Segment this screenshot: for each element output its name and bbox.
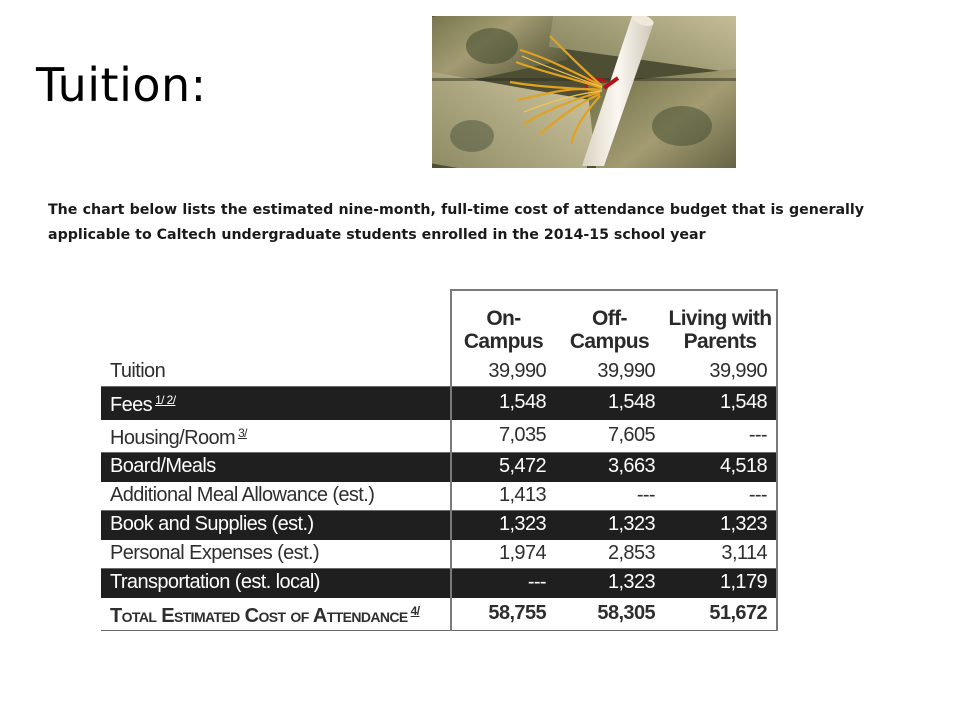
row-label [101,386,451,419]
diploma-money-photo [432,16,736,168]
cell-value: 5,472 [451,452,555,481]
column-header-off-campus: Off-Campus [555,290,664,357]
cell-value: 58,305 [555,597,664,630]
row-label-text: Housing/Room [110,426,236,449]
cell-value: 3,114 [664,539,777,568]
cell-value: 1,179 [664,568,777,597]
cell-value: --- [451,568,555,597]
row-label [101,597,451,630]
cell-value: 2,853 [555,539,664,568]
row-label-text: Transportation (est. local) [110,571,320,593]
cell-value: --- [555,481,664,510]
cell-value: 1,974 [451,539,555,568]
row-label-text: Board/Meals [110,455,216,477]
header-spacer [101,290,451,357]
row-label [101,568,451,597]
row-label-text: Additional Meal Allowance (est.) [110,484,375,506]
row-label [101,357,451,386]
row-label [101,481,451,510]
row-label [101,510,451,539]
row-label [101,419,451,452]
table-row [101,597,777,630]
row-label-text: Fees [110,393,153,416]
cell-value: 3,663 [555,452,664,481]
table-row [101,419,777,452]
cell-value: 1,548 [664,386,777,419]
cell-value: 7,035 [451,419,555,452]
table-row [101,510,777,539]
column-header-on-campus: On-Campus [451,290,555,357]
row-label [101,539,451,568]
table-row [101,539,777,568]
cell-value: 7,605 [555,419,664,452]
cell-value: 1,323 [555,510,664,539]
table-row [101,452,777,481]
cell-value: 4,518 [664,452,777,481]
cell-value: 1,323 [555,568,664,597]
footnote-marker: 1/ 2/ [155,392,176,407]
table-row [101,568,777,597]
slide-title: Tuition: [36,58,207,112]
cost-of-attendance-table [101,289,778,631]
column-header-living-with-parents: Living with Parents [664,290,777,357]
row-label-text: Total Estimated Cost of Attendance [110,604,408,627]
cell-value: 1,548 [555,386,664,419]
row-label-text: Tuition [110,359,166,382]
cell-value: 1,413 [451,481,555,510]
table-body [101,357,777,630]
cell-value: 58,755 [451,597,555,630]
cell-value: 39,990 [555,357,664,386]
cell-value: 1,548 [451,386,555,419]
table-row [101,481,777,510]
cell-value: 39,990 [664,357,777,386]
cell-value: 1,323 [664,510,777,539]
row-label [101,452,451,481]
table-row [101,357,777,386]
cell-value: 1,323 [451,510,555,539]
intro-paragraph: The chart below lists the estimated nine-month, full-time cost of attendance budget that is generally applicable to Caltech undergraduate students enrolled in the 2014-15 school year [48,202,864,243]
footnote-marker: 4/ [410,603,420,618]
table-row [101,386,777,419]
row-label-text: Personal Expenses (est.) [110,542,320,564]
cell-value: 51,672 [664,597,777,630]
cell-value: 39,990 [451,357,555,386]
cell-value: --- [664,419,777,452]
footnote-marker: 3/ [238,425,247,440]
row-label-text: Book and Supplies (est.) [110,513,314,535]
cell-value: --- [664,481,777,510]
